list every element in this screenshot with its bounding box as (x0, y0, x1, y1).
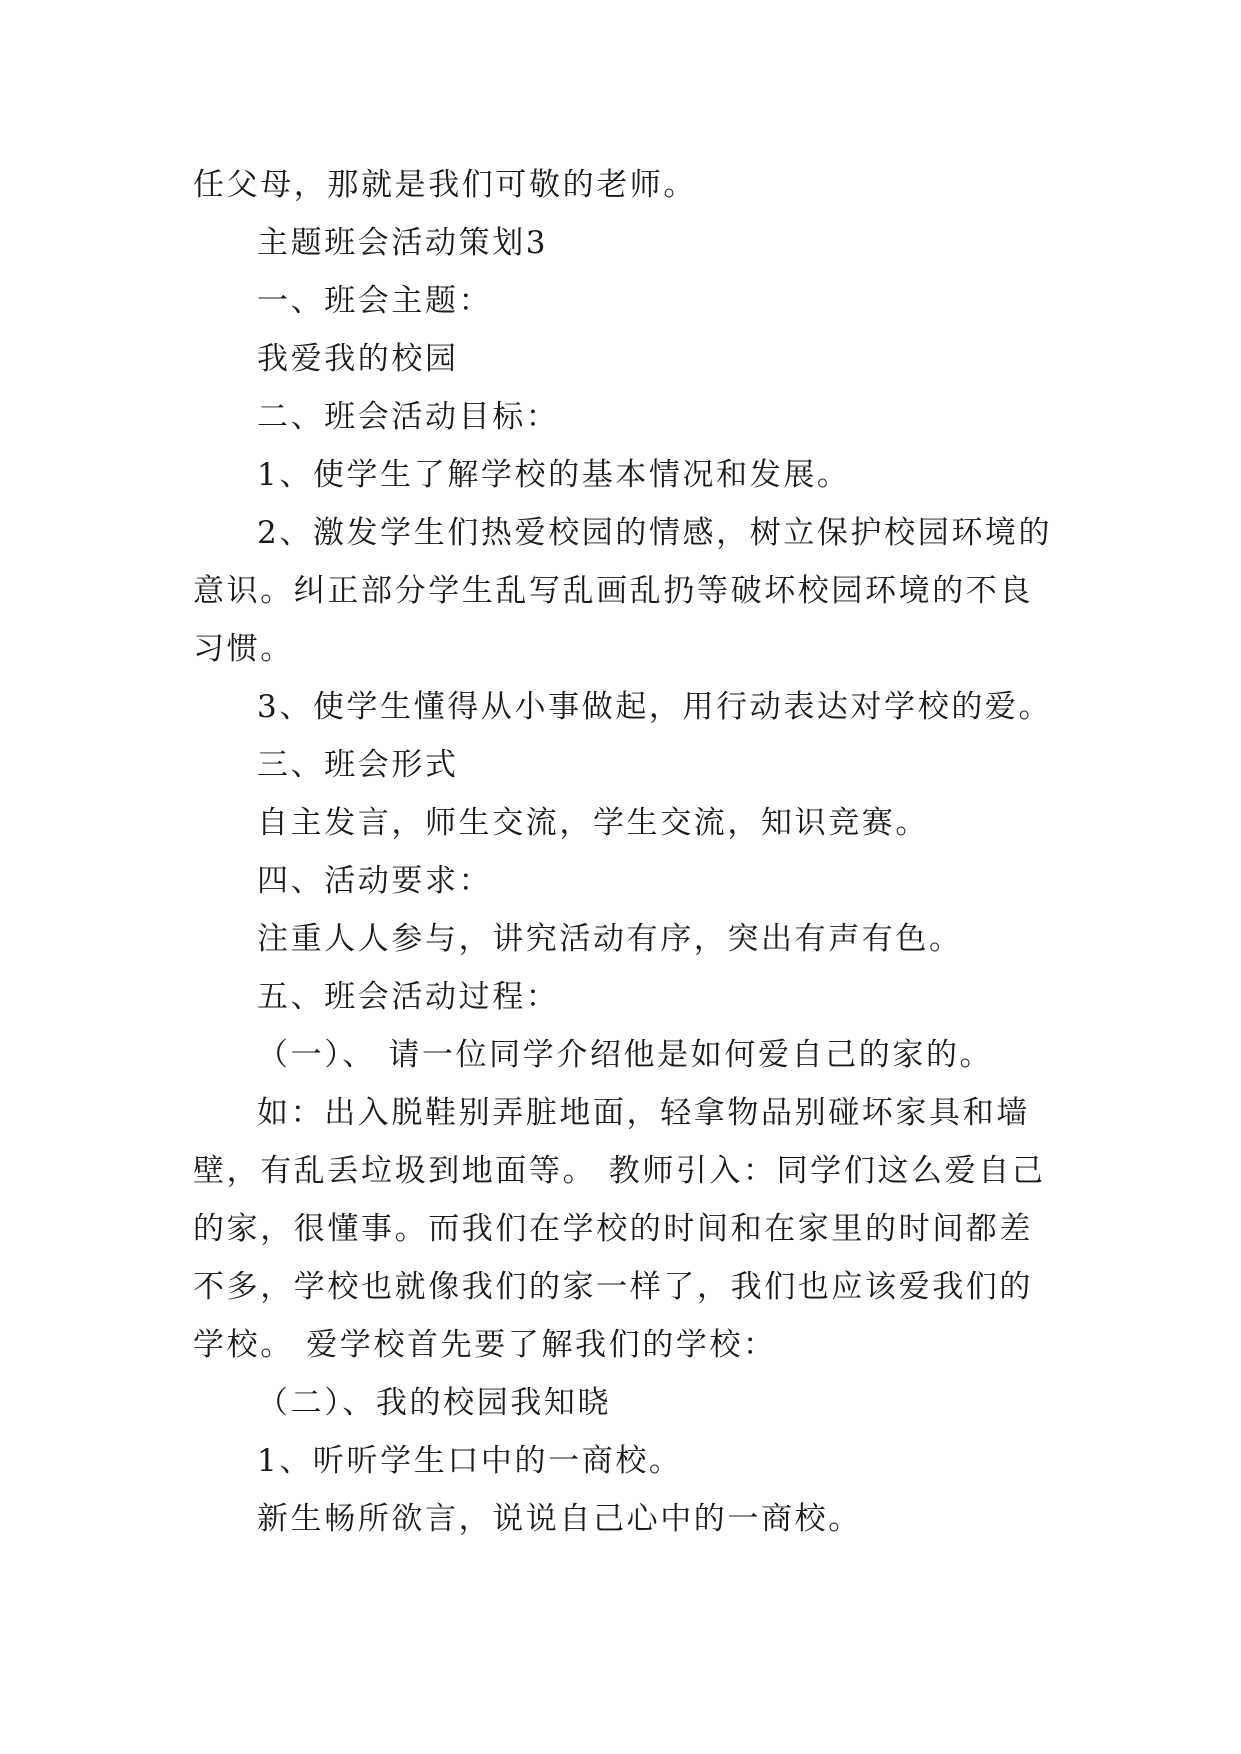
heading-process: 五、班会活动过程： (257, 979, 560, 1015)
goal-item-1: 1、使学生了解学校的基本情况和发展。 (257, 457, 851, 493)
paragraph-format: 自主发言，师生交流，学生交流，知识竞赛。 (257, 805, 929, 841)
step-2-item-1: 1、听听学生口中的一商校。 (257, 1443, 683, 1479)
heading-goals: 二、班会活动目标： (257, 399, 560, 435)
paragraph-theme: 我爱我的校园 (257, 341, 459, 377)
goal-item-2: 2、激发学生们热爱校园的情感，树立保护校园环境的意识。纠正部分学生乱写乱画乱扔等破坏校园环境的不良习惯。 (193, 515, 1053, 667)
process-step-1: （一）、 请一位同学介绍他是如何爱自己的家的。 (257, 1037, 994, 1073)
paragraph-new-students: 新生畅所欲言，说说自己心中的一商校。 (257, 1501, 862, 1537)
process-step-2: （二）、我的校园我知晓 (257, 1385, 612, 1421)
heading-format: 三、班会形式 (257, 747, 459, 783)
heading-requirements: 四、活动要求： (257, 863, 493, 899)
paragraph-continuation: 任父母，那就是我们可敬的老师。 (193, 167, 697, 203)
section-title: 主题班会活动策划3 (257, 225, 549, 261)
paragraph-requirements: 注重人人参与，讲究活动有序，突出有声有色。 (257, 921, 963, 957)
document-body (193, 156, 1063, 1548)
heading-class-theme: 一、班会主题： (257, 283, 493, 319)
goal-item-3: 3、使学生懂得从小事做起，用行动表达对学校的爱。 (257, 689, 1053, 725)
paragraph-example: 如：出入脱鞋别弄脏地面，轻拿物品别碰坏家具和墙壁，有乱丢垃圾到地面等。 教师引入：同学们这么爱自己的家，很懂事。而我们在学校的时间和在家里的时间都差不多，学校也就像我们的家一样了，我们也应该爱我们的学校。 爱学校首先要了解我们的学校： (193, 1095, 1046, 1363)
